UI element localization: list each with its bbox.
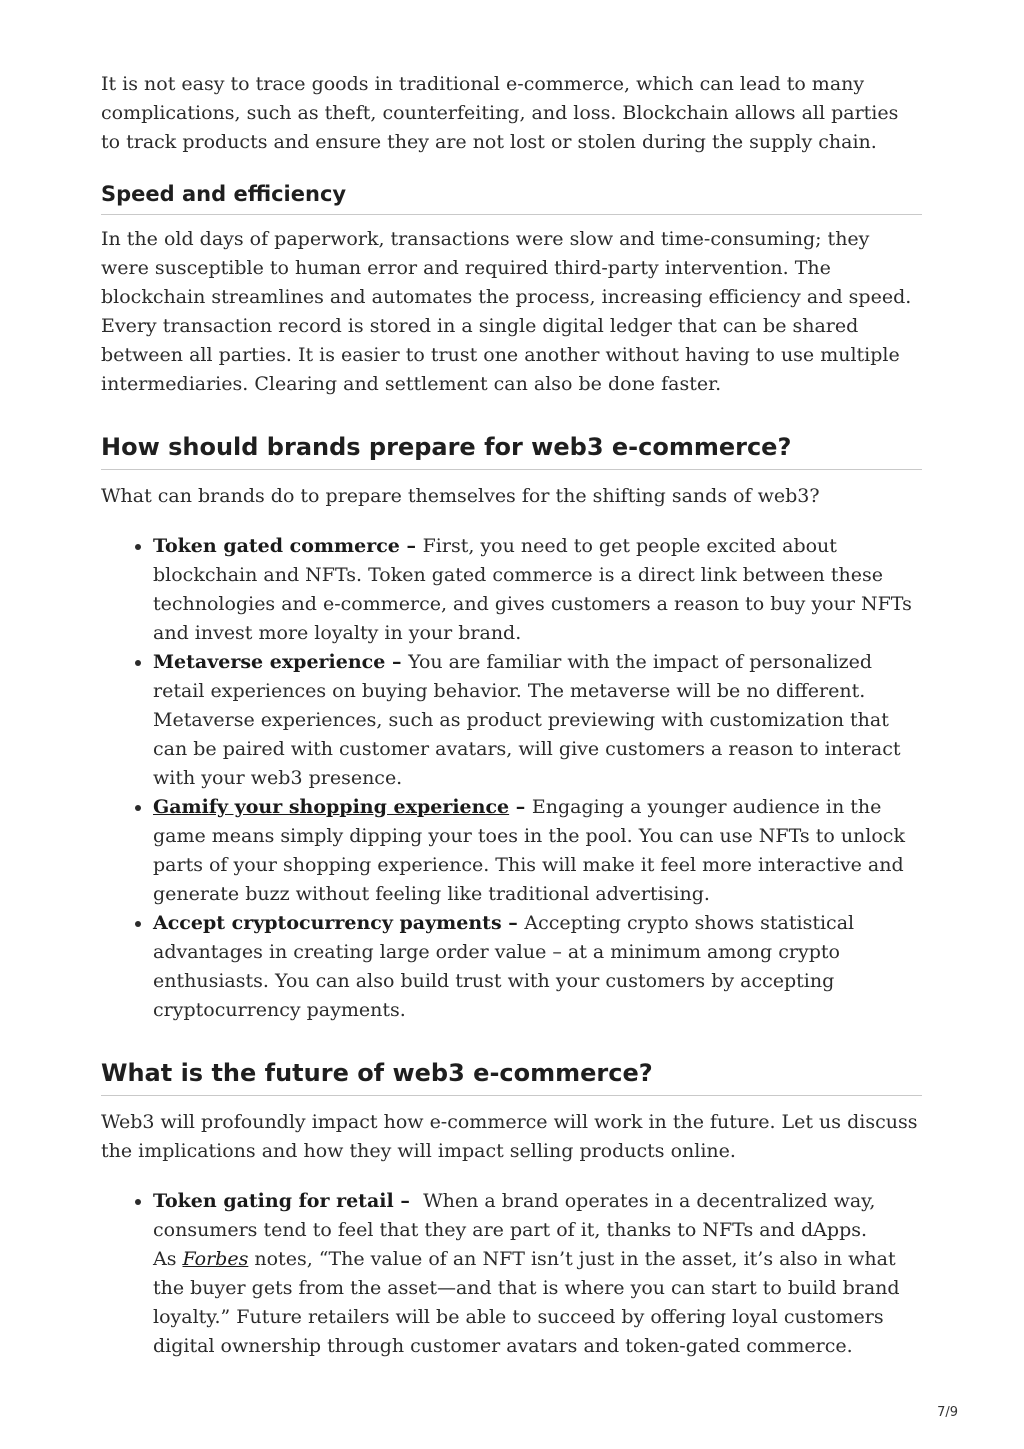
item-text: First, you need to get people excited about blockchain and NFTs. Token gated commerce is a direct link between these technologies and e-commerce, and gives customers a reason to buy your NFTs and invest more loyalty in your brand.: [153, 535, 912, 644]
intro-paragraph: It is not easy to trace goods in traditional e-commerce, which can lead to many complications, such as theft, counterfeiting, and loss. Blockchain allows all parties to track products and ensure they are not lost or stolen during the supply chain.: [101, 73, 899, 153]
prepare-intro: What can brands do to prepare themselves for the shifting sands of web3?: [101, 485, 820, 507]
item-text: You are familiar with the impact of personalized retail experiences on buying behavior. The metaverse will be no different. Metaverse experiences, such as product previewing with customization that can be paired with customer avatars, will give customers a reason to interact with your web3 presence.: [153, 651, 901, 789]
list-item: • Token gated commerce – First, you need to get people excited about blockchain and NFTs. Token gated commerce is a direct link between these technologies and e-commerce, and gives customers a reason to buy your NFTs and invest more loyalty in your brand.: [153, 532, 922, 648]
future-heading: What is the future of web3 e-commerce?: [101, 1059, 922, 1096]
speed-paragraph: In the old days of paperwork, transactions were slow and time-consuming; they were susceptible to human error and required third-party intervention. The blockchain streamlines and automates the process, increasing efficiency and speed. Every transaction record is stored in a single digital ledger that can be shared between all parties. It is easier to trust one another without having to use multiple intermediaries. Clearing and settlement can also be done faster.: [101, 228, 912, 395]
list-item: • Metaverse experience – You are familiar with the impact of personalized retail experiences on buying behavior. The metaverse will be no different. Metaverse experiences, such as product previewing with customization that can be paired with customer avatars, will give customers a reason to interact with your web3 presence.: [153, 648, 922, 793]
list-item: • Accept cryptocurrency payments – Accepting crypto shows statistical advantages in creating large order value – at a minimum among crypto enthusiasts. You can also build trust with your customers by accepting cryptocurrency payments.: [153, 909, 922, 1025]
item-title: Token gating for retail: [153, 1190, 394, 1212]
page-number: 7/9: [937, 1405, 958, 1420]
item-text: Accepting crypto shows statistical advantages in creating large order value – at a minimum among crypto enthusiasts. You can also build trust with your customers by accepting cryptocurrency payments.: [153, 912, 855, 1021]
list-item: • Gamify your shopping experience – Engaging a younger audience in the game means simply dipping your toes in the pool. You can use NFTs to unlock parts of your shopping experience. This will make it feel more interactive and generate buzz without feeling like traditional advertising.: [153, 793, 922, 909]
item-text: When a brand operates in a decentralized way, consumers tend to feel that they are part of it, thanks to NFTs and dApps.: [153, 1190, 876, 1241]
article-body: [101, 70, 922, 1361]
future-intro: Web3 will profoundly impact how e-commerce will work in the future. Let us discuss the implications and how they will impact selling products online.: [101, 1111, 918, 1162]
gamify-link[interactable]: Gamify your shopping experience: [153, 796, 510, 818]
item-title: Token gated commerce: [153, 535, 400, 557]
prepare-list: [101, 532, 922, 1025]
future-list: [101, 1187, 922, 1361]
item-title: Accept cryptocurrency payments: [153, 912, 502, 934]
item-title: Metaverse experience: [153, 651, 386, 673]
item-text: Engaging a younger audience in the game means simply dipping your toes in the pool. You can use NFTs to unlock parts of your shopping experience. This will make it feel more interactive and generate buzz without feeling like traditional advertising.: [153, 796, 905, 905]
list-item: • Token gating for retail – When a brand operates in a decentralized way, consumers tend to feel that they are part of it, thanks to NFTs and dApps. As Forbes notes, “The value of an NFT isn’t just in the asset, it’s also in what the buyer gets from the asset—and that is where you can start to build brand loyalty.” Future retailers will be able to succeed by offering loyal customers digital ownership through customer avatars and token-gated commerce.: [153, 1187, 922, 1361]
speed-heading: Speed and efficiency: [101, 182, 922, 215]
prepare-heading: How should brands prepare for web3 e-commerce?: [101, 433, 922, 470]
forbes-link[interactable]: Forbes: [182, 1248, 249, 1270]
